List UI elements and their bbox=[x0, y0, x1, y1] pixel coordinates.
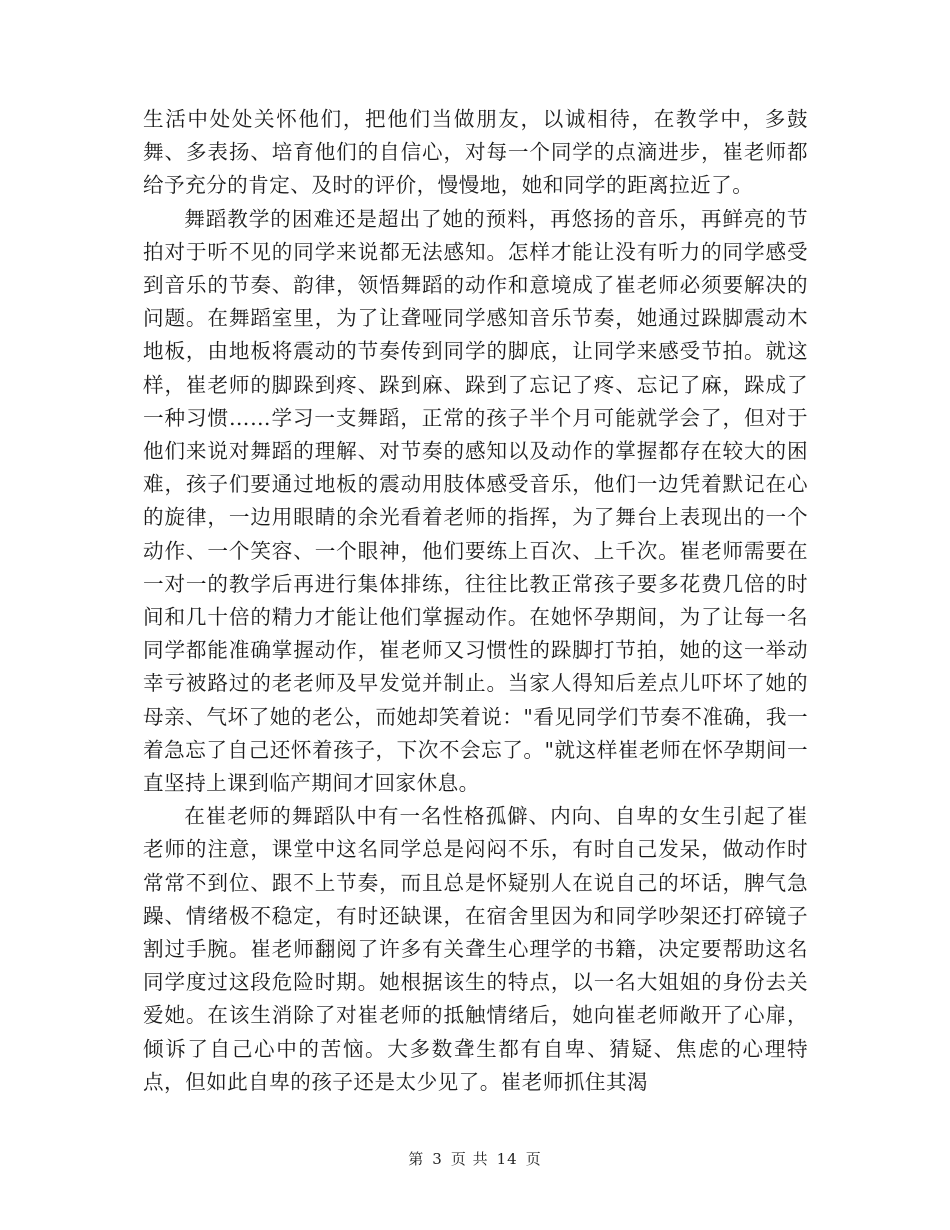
document-body bbox=[143, 103, 808, 1099]
paragraph-3: 在崔老师的舞蹈队中有一名性格孤僻、内向、自卑的女生引起了崔老师的注意，课堂中这名同学总是闷闷不乐，有时自己发呆，做动作时常常不到位、跟不上节奏，而且总是怀疑别人在说自己的坏话，脾气急躁、情绪极不稳定，有时还缺课，在宿舍里因为和同学吵架还打碎镜子割过手腕。崔老师翻阅了许多有关聋生心理学的书籍，决定要帮助这名同学度过这段危险时期。她根据该生的特点，以一名大姐姐的身份去关爱她。在该生消除了对崔老师的抵触情绪后，她向崔老师敞开了心扉，倾诉了自己心中的苦恼。大多数聋生都有自卑、猜疑、焦虑的心理特点，但如此自卑的孩子还是太少见了。崔老师抓住其渴 bbox=[143, 804, 808, 1094]
total-pages-number: 14 bbox=[496, 1150, 518, 1168]
footer-middle: 页 共 bbox=[450, 1150, 489, 1168]
footer-suffix: 页 bbox=[525, 1150, 542, 1168]
paragraph-1: 生活中处处关怀他们，把他们当做朋友，以诚相待，在教学中，多鼓舞、多表扬、培育他们的自信心，对每一个同学的点滴进步，崔老师都给予充分的肯定、及时的评价，慢慢地，她和同学的距离拉近了。 bbox=[143, 107, 808, 198]
current-page-number: 3 bbox=[432, 1150, 443, 1168]
paragraph-2: 舞蹈教学的困难还是超出了她的预料，再悠扬的音乐，再鲜亮的节拍对于听不见的同学来说都无法感知。怎样才能让没有听力的同学感受到音乐的节奏、韵律，领悟舞蹈的动作和意境成了崔老师必须要解决的问题。在舞蹈室里，为了让聋哑同学感知音乐节奏，她通过跺脚震动木地板，由地板将震动的节奏传到同学的脚底，让同学来感受节拍。就这样，崔老师的脚跺到疼、跺到麻、跺到了忘记了疼、忘记了麻，跺成了一种习惯……学习一支舞蹈，正常的孩子半个月可能就学会了，但对于他们来说对舞蹈的理解、对节奏的感知以及动作的掌握都存在较大的困难，孩子们要通过地板的震动用肢体感受音乐，他们一边凭着默记在心的旋律，一边用眼睛的余光看着老师的指挥，为了舞台上表现出的一个动作、一个笑容、一个眼神，他们要练上百次、上千次。崔老师需要在一对一的教学后再进行集体排练，往往比教正常孩子要多花费几倍的时间和几十倍的精力才能让他们掌握动作。在她怀孕期间，为了让每一名同学都能准确掌握动作，崔老师又习惯性的跺脚打节拍，她的这一举动幸亏被路过的老老师及早发觉并制止。当家人得知后差点儿吓坏了她的母亲、气坏了她的老公，而她却笑着说："看见同学们节奏不准确，我一着急忘了自己还怀着孩子，下次不会忘了。"就这样崔老师在怀孕期间一直坚持上课到临产期间才回家休息。 bbox=[143, 206, 808, 796]
footer-prefix: 第 bbox=[408, 1150, 425, 1168]
page-footer bbox=[0, 1148, 950, 1169]
